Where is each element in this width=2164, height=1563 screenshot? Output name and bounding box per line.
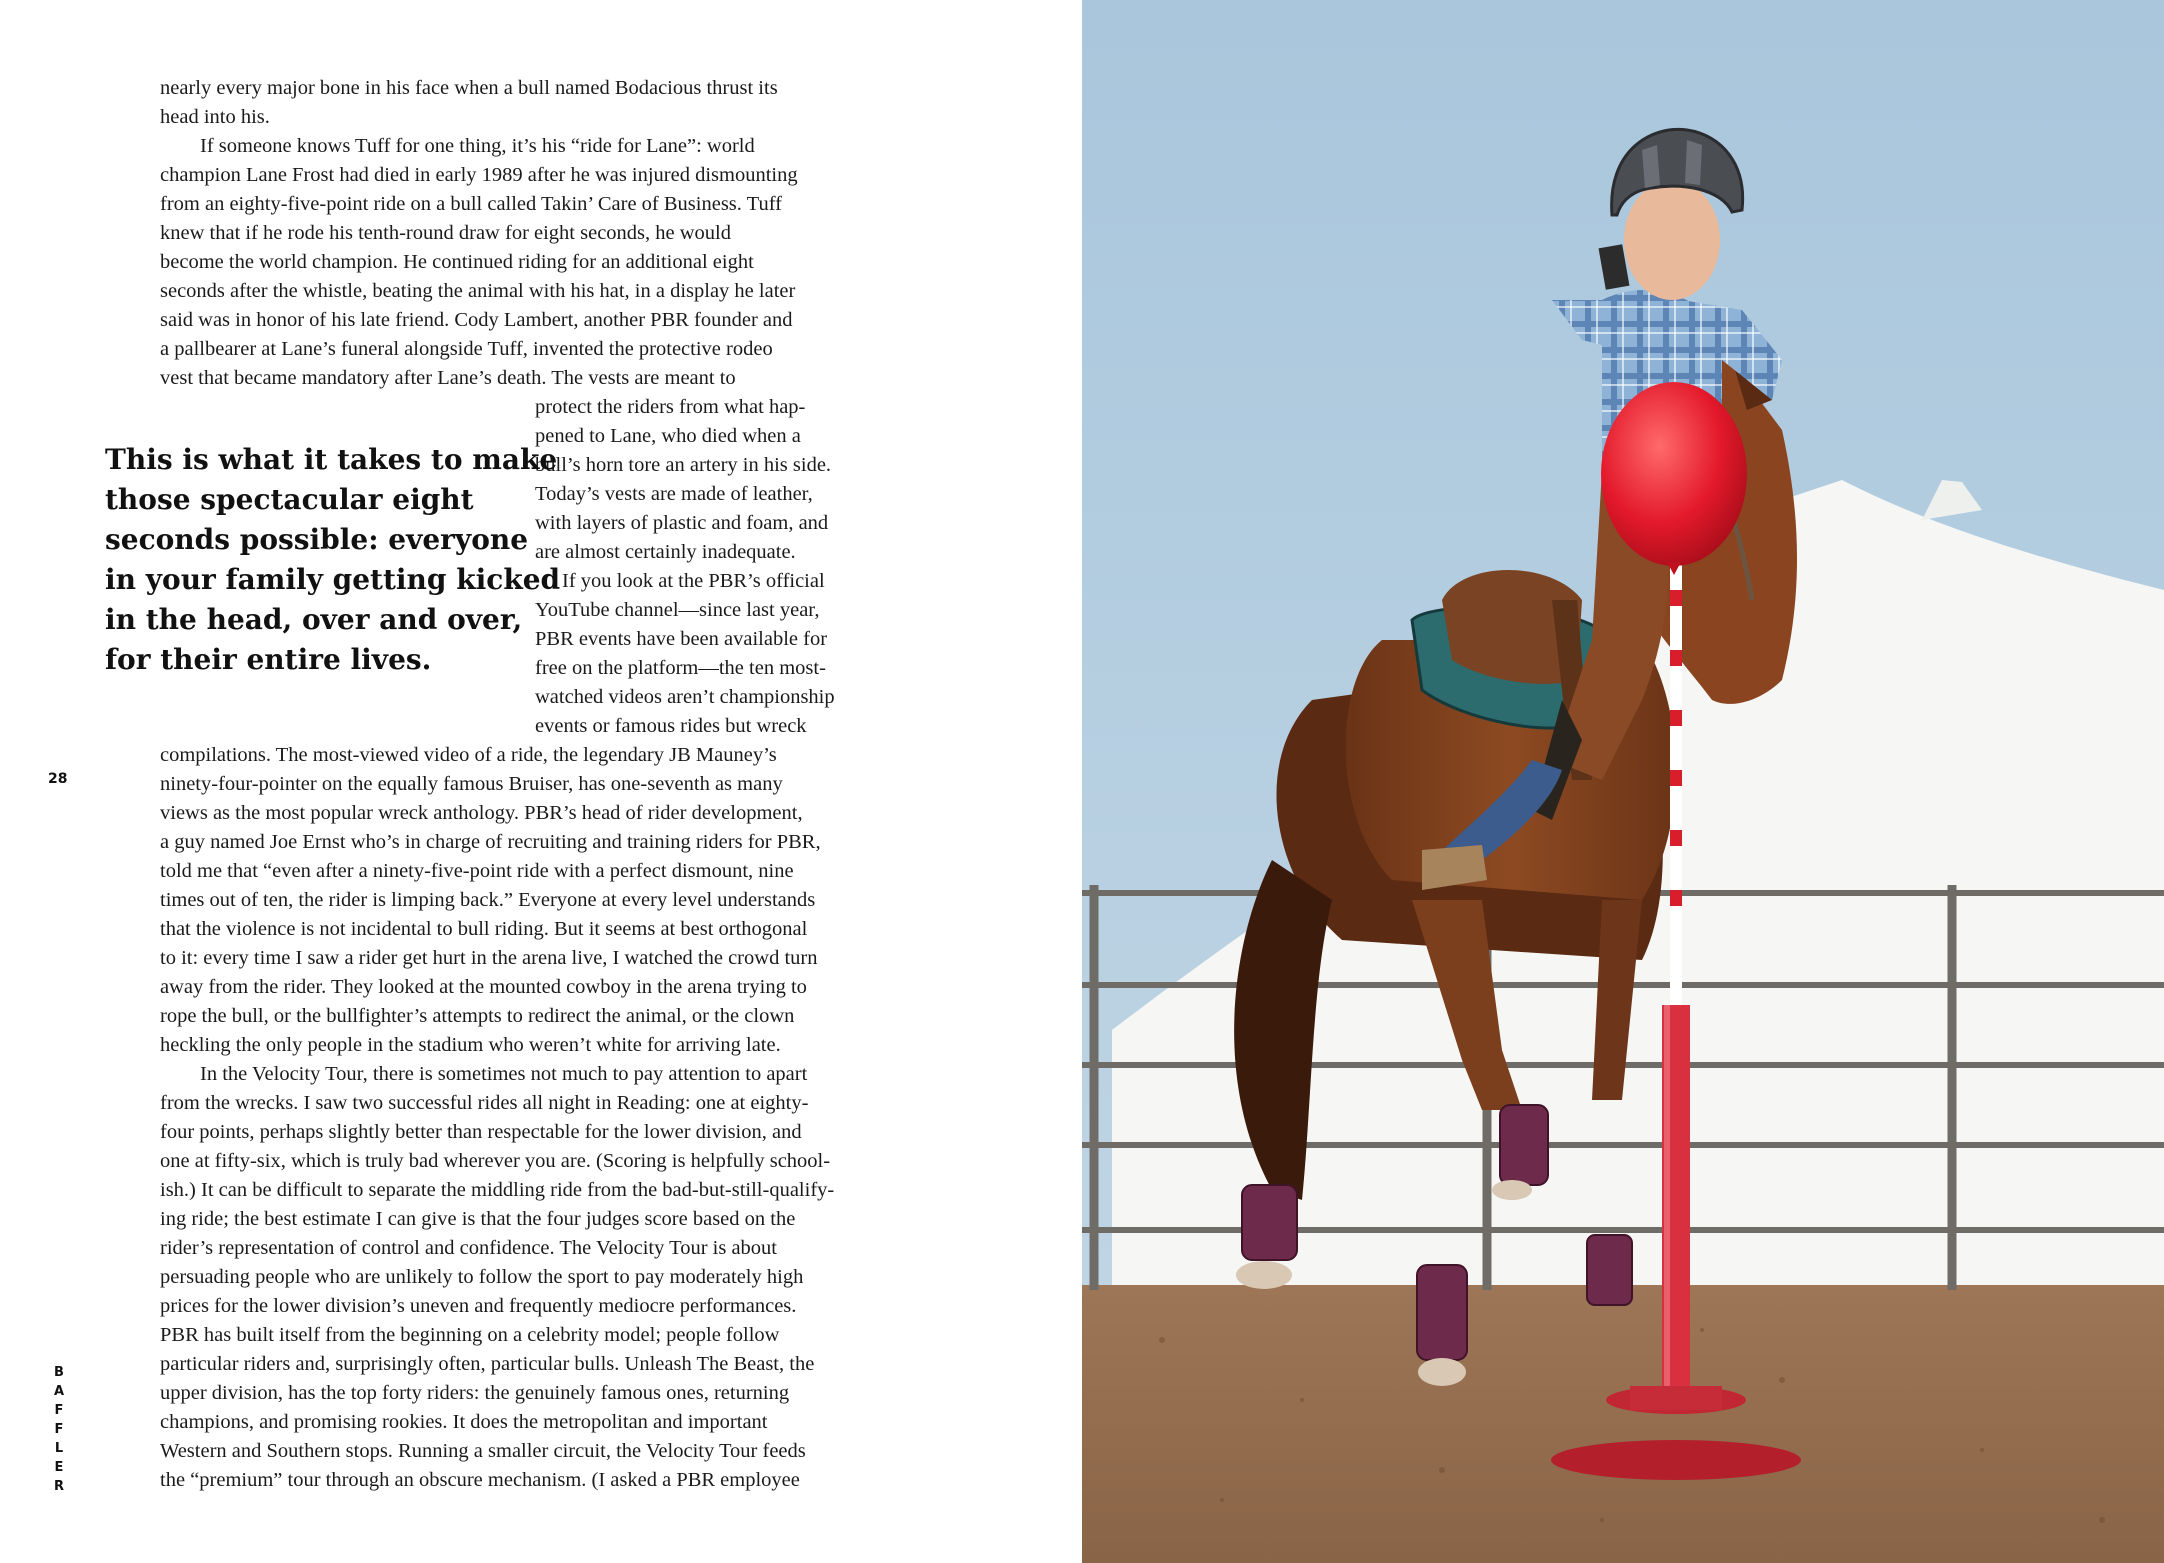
body-line: to it: every time I saw a rider get hurt in the arena live, I watched the crowd turn <box>160 947 818 969</box>
body-line: from an eighty-five-point ride on a bull called Takin’ Care of Business. Tuff <box>160 193 782 215</box>
body-line: ish.) It can be difficult to separate the middling ride from the bad-but-still-qualify- <box>160 1179 835 1201</box>
masthead-letter: A <box>53 1384 65 1399</box>
body-line: told me that “even after a ninety-five-point ride with a perfect dismount, nine <box>160 860 794 882</box>
body-line: a guy named Joe Ernst who’s in charge of recruiting and training riders for PBR, <box>160 831 821 853</box>
body-line: times out of ten, the rider is limping back.” Everyone at every level understands <box>160 889 816 911</box>
body-line: nearly every major bone in his face when a bull named Bodacious thrust its <box>160 77 778 99</box>
body-line: become the world champion. He continued riding for an additional eight <box>160 251 754 273</box>
body-line: protect the riders from what hap- <box>535 396 806 418</box>
body-line: YouTube channel—since last year, <box>535 599 820 621</box>
body-line: a pallbearer at Lane’s funeral alongside Tuff, invented the protective rodeo <box>160 338 773 360</box>
body-line: PBR has built itself from the beginning on a celebrity model; people follow <box>160 1324 780 1346</box>
rodeo-photo <box>1082 0 2164 1563</box>
pull-quote <box>105 440 561 680</box>
masthead-letter: B <box>54 1365 64 1380</box>
red-balloon <box>1601 382 1747 566</box>
body-line: from the wrecks. I saw two successful rides all night in Reading: one at eighty- <box>160 1092 809 1114</box>
body-line: prices for the lower division’s uneven and frequently mediocre performances. <box>160 1295 797 1317</box>
body-line: heckling the only people in the stadium who weren’t white for arriving late. <box>160 1034 781 1056</box>
body-line: views as the most popular wreck anthology. PBR’s head of rider development, <box>160 802 803 824</box>
masthead-letter: F <box>54 1403 64 1418</box>
body-line: free on the platform—the ten most- <box>535 657 826 679</box>
pull-quote-line: those spectacular eight <box>105 483 474 516</box>
body-line: watched videos aren’t championship <box>535 686 835 708</box>
pull-quote-line: in the head, over and over, <box>105 603 523 636</box>
body-line: In the Velocity Tour, there is sometimes not much to pay attention to apart <box>200 1063 808 1085</box>
body-line: pened to Lane, who died when a <box>535 425 801 447</box>
body-line: champion Lane Frost had died in early 1989 after he was injured dismounting <box>160 164 798 186</box>
body-line: Western and Southern stops. Running a smaller circuit, the Velocity Tour feeds <box>160 1440 806 1462</box>
body-line: events or famous rides but wreck <box>535 715 807 737</box>
body-line: one at fifty-six, which is truly bad wherever you are. (Scoring is helpfully school- <box>160 1150 831 1172</box>
pull-quote-line: This is what it takes to make <box>105 443 558 476</box>
body-line: the “premium” tour through an obscure mechanism. (I asked a PBR employee <box>160 1469 800 1491</box>
body-line: Today’s vests are made of leather, <box>535 483 813 505</box>
body-line: rope the bull, or the bullfighter’s attempts to redirect the animal, or the clown <box>160 1005 795 1027</box>
pull-quote-line: for their entire lives. <box>105 643 432 676</box>
arena-dirt <box>1082 1285 2164 1563</box>
body-line: If someone knows Tuff for one thing, it’s his “ride for Lane”: world <box>200 135 755 157</box>
pull-quote-line: seconds possible: everyone <box>105 523 529 556</box>
body-line: compilations. The most-viewed video of a ride, the legendary JB Mauney’s <box>160 744 777 766</box>
pull-quote-line: in your family getting kicked <box>105 563 561 596</box>
body-line: said was in honor of his late friend. Cody Lambert, another PBR founder and <box>160 309 793 331</box>
body-line: PBR events have been available for <box>535 628 828 650</box>
body-line: that the violence is not incidental to bull riding. But it seems at best orthogonal <box>160 918 808 940</box>
body-line: knew that if he rode his tenth-round draw for eight seconds, he would <box>160 222 732 244</box>
photo-page <box>1082 0 2164 1563</box>
body-line: away from the rider. They looked at the mounted cowboy in the arena trying to <box>160 976 807 998</box>
page-number: 28 <box>48 771 68 787</box>
body-line: are almost certainly inadequate. <box>535 541 796 563</box>
body-line: particular riders and, surprisingly often, particular bulls. Unleash The Beast, the <box>160 1353 815 1375</box>
body-line: bull’s horn tore an artery in his side. <box>535 454 832 476</box>
body-line: seconds after the whistle, beating the animal with his hat, in a display he later <box>160 280 796 302</box>
body-line: vest that became mandatory after Lane’s death. The vests are meant to <box>160 367 736 389</box>
body-line: ninety-four-pointer on the equally famous Bruiser, has one-seventh as many <box>160 773 783 795</box>
masthead-letter: L <box>54 1441 64 1456</box>
rider-face <box>1624 180 1720 300</box>
body-line: ing ride; the best estimate I can give is that the four judges score based on the <box>160 1208 796 1230</box>
masthead-letter: E <box>54 1460 64 1475</box>
body-line: head into his. <box>160 106 270 128</box>
body-line: If you look at the PBR’s official <box>562 570 825 592</box>
body-line: persuading people who are unlikely to follow the sport to pay moderately high <box>160 1266 804 1288</box>
body-line: rider’s representation of control and confidence. The Velocity Tour is about <box>160 1237 777 1259</box>
masthead-letter: F <box>54 1422 64 1437</box>
body-line: four points, perhaps slightly better than respectable for the lower division, and <box>160 1121 802 1143</box>
magazine-masthead <box>53 1363 65 1496</box>
body-line: upper division, has the top forty riders: the genuinely famous ones, returning <box>160 1382 790 1404</box>
masthead-letter: R <box>53 1479 64 1494</box>
body-line: champions, and promising rookies. It does the metropolitan and important <box>160 1411 768 1433</box>
body-line: with layers of plastic and foam, and <box>535 512 829 534</box>
